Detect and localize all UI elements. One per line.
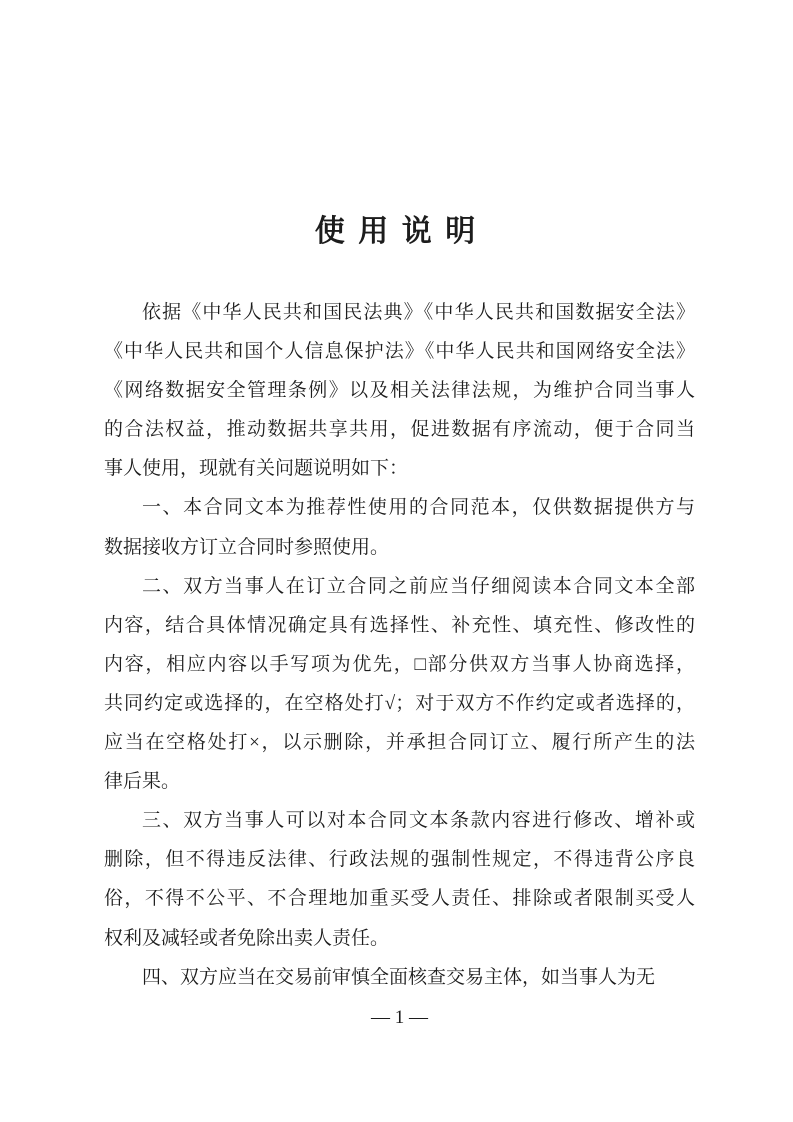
text-line: 俗，不得不公平、不合理地加重买受人责任、排除或者限制买受人 (104, 888, 695, 910)
document-body (104, 293, 695, 997)
text-line: 一、本合同文本为推荐性使用的合同范本，仅供数据提供方与 (142, 497, 695, 519)
text-line: 权利及减轻或者免除出卖人责任。 (104, 927, 390, 949)
text-line: 二、双方当事人在订立合同之前应当仔细阅读本合同文本全部 (142, 575, 695, 597)
text-line: 删除，但不得违反法律、行政法规的强制性规定，不得违背公序良 (104, 849, 695, 871)
text-line: 律后果。 (104, 771, 181, 793)
page-title: 使 用 说 明 (314, 215, 479, 248)
text-line: 的合法权益，推动数据共享共用，促进数据有序流动，便于合同当 (104, 419, 695, 441)
text-line: 事人使用，现就有关问题说明如下： (104, 458, 409, 480)
text-line: 三、双方当事人可以对本合同文本条款内容进行修改、增补或 (142, 810, 695, 832)
text-line: 内容，结合具体情况确定具有选择性、补充性、填充性、修改性的 (104, 614, 695, 636)
text-line: 四、双方应当在交易前审慎全面核查交易主体，如当事人为无 (142, 966, 656, 988)
text-line: 《网络数据安全管理条例》以及相关法律法规，为维护合同当事人 (104, 380, 695, 402)
text-line: 《中华人民共和国个人信息保护法》《中华人民共和国网络安全法》 (104, 341, 695, 363)
page-number: — 1 — (371, 1007, 428, 1028)
text-line: 数据接收方订立合同时参照使用。 (104, 536, 390, 558)
text-line: 内容，相应内容以手写项为优先，□部分供双方当事人协商选择， (104, 653, 695, 675)
text-line: 依据《中华人民共和国民法典》《中华人民共和国数据安全法》 (142, 302, 695, 323)
text-line: 应当在空格处打×，以示删除，并承担合同订立、履行所产生的法 (104, 732, 695, 754)
text-line: 共同约定或选择的，在空格处打√；对于双方不作约定或者选择的， (104, 692, 695, 714)
